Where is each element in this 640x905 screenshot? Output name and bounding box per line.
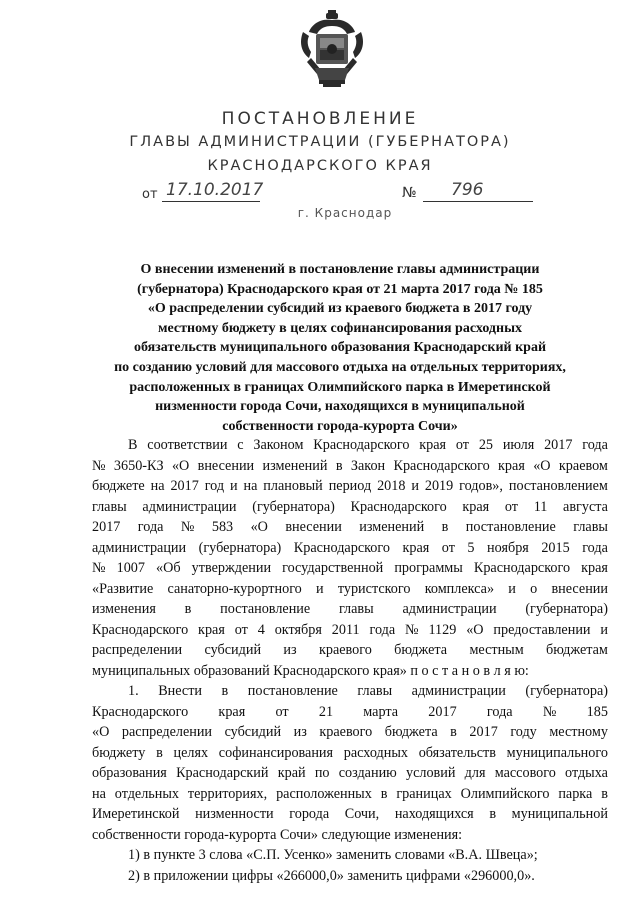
title-line: О внесении изменений в постановление главы администрации (140, 262, 540, 277)
body-word: из (293, 724, 307, 740)
body-word: бюджета (384, 724, 438, 740)
body-word: о (530, 580, 538, 597)
body-word: Закон (350, 457, 386, 474)
body-word: муниципального (506, 744, 608, 761)
body-word: года (369, 621, 396, 638)
body-word: в (489, 806, 497, 822)
coat-of-arms-emblem (297, 8, 367, 88)
body-word: ноября (487, 539, 529, 556)
body-word: (губернатора) (525, 683, 608, 699)
body-word: период (328, 478, 372, 494)
body-word: от (441, 539, 455, 556)
region-heading: КРАСНОДАРСКОГО КРАЯ (207, 158, 433, 174)
body-line: 1) в пункте 3 слова «С.П. Усенко» заменить словами «В.А. Швеца»; (128, 847, 538, 863)
body-word: 2017 (170, 478, 199, 494)
title-line: собственности города-курорта Сочи» (222, 418, 458, 434)
body-word: постановление (220, 601, 311, 617)
body-word: 3650-КЗ (113, 457, 164, 474)
number-label: № (402, 185, 417, 201)
body-word: администрации (92, 539, 187, 556)
body-line (92, 497, 608, 518)
body-word: «Об (156, 560, 181, 576)
body-word: край (277, 765, 306, 781)
body-word: территориях, (187, 785, 268, 802)
body-word: администрации (142, 498, 237, 515)
body-word: года (582, 539, 608, 556)
body-word: марта (363, 703, 399, 720)
body-word: предоставлении (493, 621, 591, 638)
body-word: в (221, 683, 229, 699)
body-word: бюджете (92, 478, 145, 494)
body-word: Сочи, (344, 806, 380, 822)
body-word: распределении (121, 724, 213, 740)
body-word: муниципальной (511, 806, 608, 822)
body-word: внесении (197, 457, 255, 474)
body-word: софинансирования (218, 744, 334, 761)
body-word: 583 (211, 519, 234, 535)
body-line (92, 763, 608, 784)
body-word: Краснодарского (313, 437, 410, 453)
body-word: города (289, 806, 330, 822)
body-line (92, 784, 608, 805)
body-word: программы (394, 560, 463, 576)
body-word: «О (92, 724, 110, 740)
title-line: «О распределении субсидий из краевого бюджета в 2017 году (147, 301, 533, 317)
issuer-heading: ГЛАВЫ АДМИНИСТРАЦИИ (ГУБЕРНАТОРА) (129, 134, 511, 150)
title-line: обязательств муниципального образования Краснодарский край (133, 340, 547, 356)
body-word: из (283, 642, 297, 658)
body-word: 1. (128, 683, 139, 699)
body-word: отдыха (565, 765, 608, 781)
body-line (92, 681, 608, 702)
body-word: «Развитие (92, 580, 154, 597)
body-word: Краснодарского (293, 539, 390, 556)
body-word: главы (357, 683, 393, 699)
body-line (92, 620, 608, 641)
body-word: в (441, 519, 449, 535)
body-word: постановление (247, 683, 338, 699)
body-word: отдельных (114, 785, 180, 802)
body-word: 1129 (428, 621, 457, 638)
body-word: Законом (253, 437, 304, 453)
body-word: постановление (465, 519, 556, 535)
body-word: и (316, 580, 324, 597)
body-word: 4 (257, 621, 265, 638)
body-word: 2018 (377, 478, 406, 494)
title-line: по созданию условий для массового отдыха на отдельных территориях, (114, 359, 566, 375)
body-line (92, 558, 608, 579)
body-word: 1007 (116, 560, 145, 576)
body-word: края (402, 539, 430, 556)
body-word: внесении (285, 519, 342, 535)
body-word: края (419, 437, 447, 453)
body-word: на (92, 785, 106, 802)
title-line: (губернатора) Краснодарского края от 21 марта 2017 года № 185 (137, 281, 543, 297)
body-word: году (510, 724, 537, 740)
body-word: июля (502, 437, 535, 453)
body-word: администрации (411, 683, 506, 699)
body-word: В (128, 437, 138, 453)
body-line (92, 722, 608, 743)
body-word: Краснодарский (176, 765, 269, 781)
body-word: (губернатора) (198, 539, 282, 556)
body-word: 11 (533, 498, 548, 515)
body-word: краевого (318, 642, 372, 658)
number-value: 796 (423, 180, 533, 202)
body-word: массового (494, 765, 556, 781)
body-word: соответствии (147, 437, 228, 453)
body-word: (губернатора) (525, 601, 608, 617)
body-word: санаторно-курортного (167, 580, 302, 597)
body-word: Краснодарского (393, 457, 490, 474)
body-word: от (455, 437, 469, 453)
body-line (92, 743, 608, 764)
body-word: образования (92, 765, 167, 781)
body-word: условий (405, 765, 456, 781)
body-line (92, 456, 608, 477)
body-word: от (504, 498, 518, 515)
body-line (92, 538, 608, 559)
body-word: 5 (467, 539, 475, 556)
date-label: от (142, 187, 158, 202)
body-word: комплекса» (424, 580, 495, 597)
body-word: 2017 (544, 437, 573, 453)
body-word: в (601, 785, 608, 802)
body-word: края (198, 621, 225, 638)
body-word: изменений (359, 519, 425, 535)
document-title (110, 260, 570, 436)
body-word: находящихся (394, 806, 474, 822)
body-word: внесении (551, 580, 608, 597)
body-word: Краснодарского (350, 498, 447, 515)
body-word: год (204, 478, 225, 494)
body-word: 2017 (92, 519, 121, 535)
body-word: главы (573, 519, 608, 535)
body-word: 2019 (424, 478, 454, 494)
body-word: для (464, 765, 486, 781)
body-word: края (498, 457, 525, 474)
body-word: от (234, 621, 248, 638)
body-word: парка (558, 785, 593, 802)
body-word: местному (549, 724, 608, 740)
body-word: в (156, 744, 163, 761)
body-word: границах (396, 785, 452, 802)
title-line: расположенных в границах Олимпийского парка в Имеретинской (129, 379, 551, 395)
body-word: на (150, 478, 165, 494)
body-word: изменения (92, 601, 156, 617)
body-line: муниципальных образований Краснодарского края» п о с т а н о в л я ю: (92, 662, 529, 679)
body-word: по (314, 765, 330, 781)
body-word: 185 (586, 703, 608, 720)
document-body (92, 435, 608, 886)
body-word: года (582, 437, 608, 453)
body-word: и (230, 478, 238, 494)
body-word: главы (338, 601, 374, 617)
body-word: года (137, 519, 164, 535)
body-word: августа (563, 498, 608, 515)
body-word: изменений (262, 457, 328, 474)
body-word: 2017 (469, 724, 498, 740)
body-word: Краснодарского (92, 621, 189, 638)
body-word: краевом (558, 457, 608, 474)
title-line: местному бюджету в целях софинансирования расходных (157, 320, 522, 336)
body-word: туристского (337, 580, 411, 597)
body-word: созданию (338, 765, 397, 781)
body-word: от (275, 703, 289, 720)
body-word: «О (533, 457, 551, 474)
body-word: в (450, 724, 457, 740)
body-line (92, 435, 608, 456)
body-word: 2011 (331, 621, 360, 638)
body-word: № (92, 560, 106, 576)
body-word: 2017 (428, 703, 457, 720)
body-word: распределении (92, 642, 183, 658)
body-word: плановый (263, 478, 323, 494)
body-word: государственной (282, 560, 384, 576)
body-line (92, 640, 608, 661)
body-word: постановлением (508, 478, 608, 494)
body-word: № (405, 621, 419, 638)
body-word: расходных (343, 744, 408, 761)
body-word: № (542, 703, 557, 720)
body-word: в (184, 601, 192, 617)
body-word: октября (274, 621, 322, 638)
city-label: г. Краснодар (297, 206, 393, 220)
body-word: года (486, 703, 513, 720)
body-word: бюджету (92, 744, 146, 761)
body-word: и (411, 478, 419, 494)
body-word: края (218, 703, 246, 720)
body-line (92, 517, 608, 538)
body-word: 21 (318, 703, 334, 720)
body-word: утверждении (191, 560, 272, 576)
body-word: целях (173, 744, 209, 761)
body-word: и (508, 580, 516, 597)
body-word: Внести (158, 683, 202, 699)
body-line: собственности города-курорта Сочи» следующие изменения: (92, 826, 463, 843)
body-word: «О (250, 519, 268, 535)
body-line: 2) в приложении цифры «266000,0» заменить цифрами «296000,0». (128, 867, 535, 884)
body-word: «О (466, 621, 484, 638)
body-word: края (581, 560, 608, 576)
body-word: 2015 (541, 539, 570, 556)
body-word: в (380, 785, 388, 802)
body-word: № (92, 457, 106, 474)
body-word: на (243, 478, 258, 494)
title-line: низменности города Сочи, находящихся в муниципальной (155, 399, 525, 415)
body-word: главы (92, 498, 127, 515)
body-word: местным (469, 642, 524, 658)
document-type-heading: ПОСТАНОВЛЕНИЕ (221, 109, 419, 129)
body-word: краевого (319, 724, 373, 740)
body-word: субсидий (204, 642, 262, 658)
body-word: Краснодарского (92, 703, 189, 720)
body-word: (губернатора) (252, 498, 335, 515)
body-word: бюджета (394, 642, 448, 658)
body-line (92, 599, 608, 620)
body-word: края (462, 498, 490, 515)
body-line (92, 579, 608, 600)
body-word: Олимпийского (460, 785, 550, 802)
body-word: низменности (195, 806, 274, 822)
date-value: 17.10.2017 (162, 180, 260, 202)
body-line (92, 804, 608, 825)
body-word: в (335, 457, 343, 474)
body-word: администрации (402, 601, 497, 617)
body-word: обязательств (418, 744, 496, 761)
body-line (92, 702, 608, 723)
body-word: с (237, 437, 244, 453)
body-word: Имеретинской (92, 806, 180, 822)
body-word: и (600, 621, 608, 638)
body-word: «О (171, 457, 190, 474)
body-word: № (180, 519, 195, 535)
body-word: годов», (459, 478, 503, 494)
body-word: Краснодарского (473, 560, 571, 576)
body-word: бюджетам (546, 642, 608, 658)
body-word: расположенных (276, 785, 372, 802)
body-word: субсидий (224, 724, 282, 740)
body-word: 25 (478, 437, 493, 453)
body-line (92, 476, 608, 497)
